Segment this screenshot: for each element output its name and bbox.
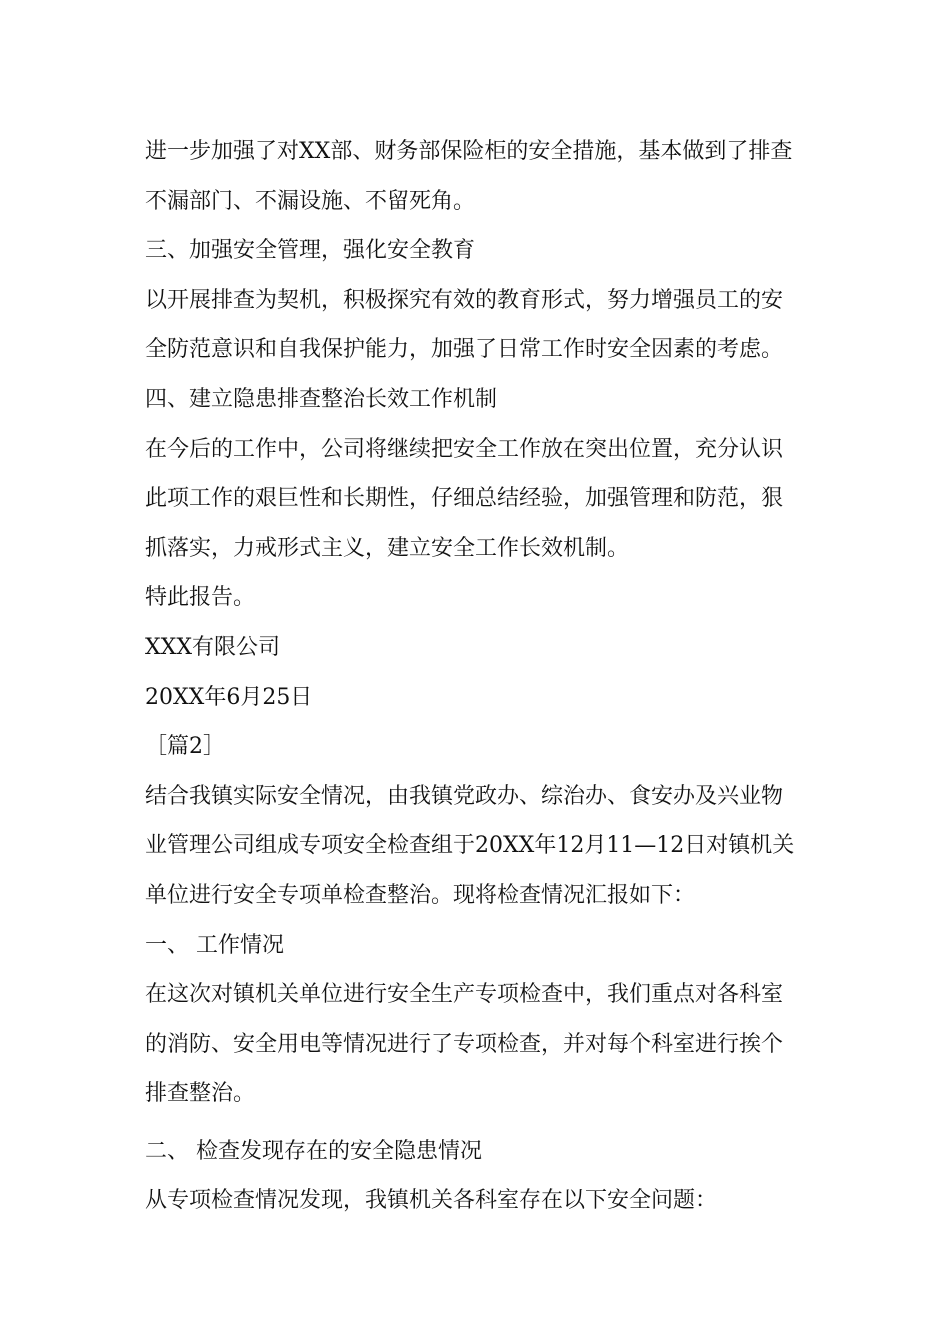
- closing-text: 特此报告。: [145, 585, 256, 611]
- article-marker: ［篇2］: [145, 734, 225, 760]
- date-line: 20XX年6月25日: [145, 684, 313, 710]
- text-line: 抓落实，力戒形式主义，建立安全工作长效机制。: [145, 535, 630, 561]
- text-line: 单位进行安全专项单检查整治。现将检查情况汇报如下：: [145, 882, 696, 908]
- document-body: [145, 127, 810, 1226]
- section-heading: 四、建立隐患排查整治长效工作机制: [145, 386, 498, 412]
- text-line: 业管理公司组成专项安全检查组于20XX年12月11—12日对镇机关: [145, 833, 795, 859]
- text-line: 以开展排查为契机，积极探究有效的教育形式，努力增强员工的安: [145, 287, 784, 313]
- text-line: 不漏部门、不漏设施、不留死角。: [145, 188, 476, 214]
- text-line: 从专项检查情况发现，我镇机关各科室存在以下安全问题：: [145, 1188, 718, 1214]
- text-line: 的消防、安全用电等情况进行了专项检查，并对每个科室进行挨个: [145, 1031, 784, 1057]
- text-line: 在这次对镇机关单位进行安全生产专项检查中，我们重点对各科室: [145, 982, 784, 1008]
- text-line: 在今后的工作中，公司将继续把安全工作放在突出位置，充分认识: [145, 436, 784, 462]
- section-heading: 二、 检查发现存在的安全隐患情况: [145, 1138, 482, 1164]
- text-line: 结合我镇实际安全情况，由我镇党政办、综治办、食安办及兴业物: [145, 783, 784, 809]
- text-line: 进一步加强了对XX部、财务部保险柜的安全措施，基本做到了排查: [145, 139, 793, 164]
- text-line: 全防范意识和自我保护能力，加强了日常工作时安全因素的考虑。: [145, 337, 784, 363]
- text-line: 排查整治。: [145, 1081, 256, 1107]
- company-signature: XXX有限公司: [145, 634, 280, 660]
- text-line: 此项工作的艰巨性和长期性，仔细总结经验，加强管理和防范，狠: [145, 486, 784, 512]
- section-heading: 三、加强安全管理，强化安全教育: [145, 238, 476, 264]
- section-heading: 一、 工作情况: [145, 932, 284, 958]
